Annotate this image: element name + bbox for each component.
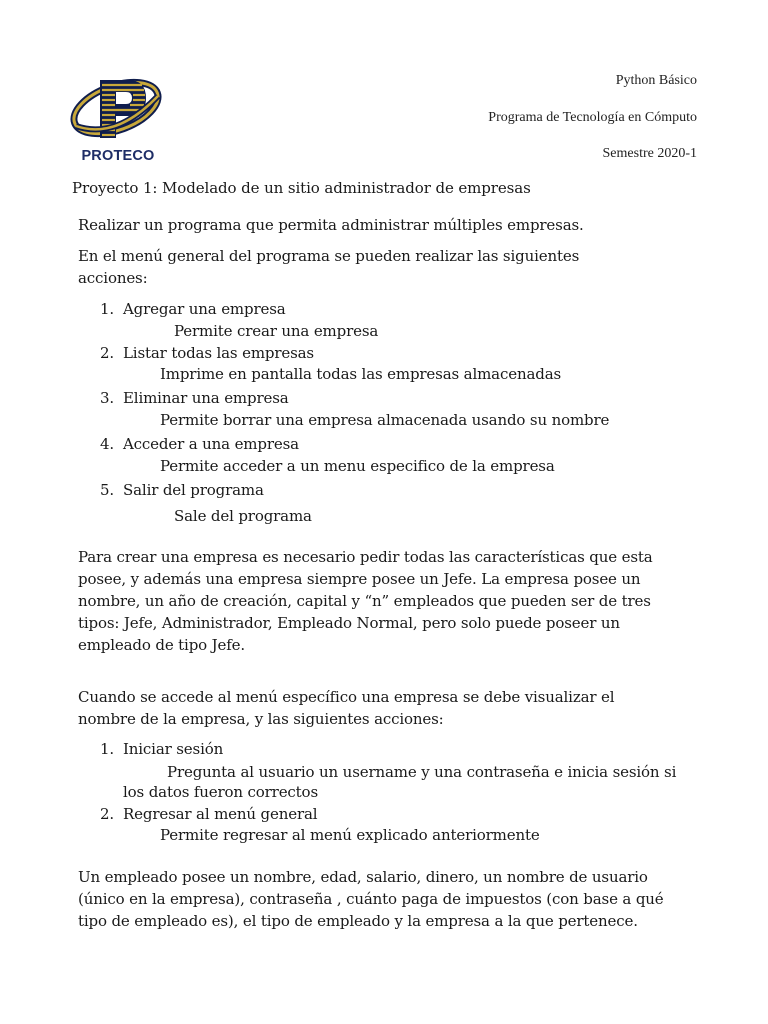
list-item [100,342,314,364]
list-item-description-continued: los datos fueron correctos [123,783,318,801]
proteco-logo [66,70,166,168]
list-item-label: Salir del programa [123,481,264,499]
company-paragraph-line: nombre, un año de creación, capital y “n” empleados que pueden ser de tres [78,592,651,610]
list-item-label: Agregar una empresa [123,300,286,318]
list-item-label: Iniciar sesión [123,740,224,758]
list-item-description: Pregunta al usuario un username y una contraseña e inicia sesión si [167,763,677,781]
list-item [100,738,223,760]
list-item-label: Regresar al menú general [123,805,318,823]
list-item-description: Imprime en pantalla todas las empresas almacenadas [160,365,562,383]
list-item [100,803,317,825]
list-item-number: 3. [100,389,115,407]
list-item-number: 4. [100,435,115,453]
company-paragraph-line: Para crear una empresa es necesario pedir todas las características que esta [78,548,653,566]
company-paragraph-line: tipos: Jefe, Administrador, Empleado Normal, pero solo puede poseer un [78,614,620,632]
list-item-description: Permite acceder a un menu especifico de la empresa [160,457,555,475]
header-course: Python Básico [615,73,697,88]
header-semester: Semestre 2020-1 [602,146,697,161]
page-title: Proyecto 1: Modelado de un sitio administrador de empresas [72,179,531,197]
specific-intro-line: nombre de la empresa, y las siguientes acciones: [78,710,444,728]
menu-intro-line-2: acciones: [78,269,148,287]
list-item-description: Permite borrar una empresa almacenada usando su nombre [160,411,610,429]
specific-intro-line: Cuando se accede al menú específico una empresa se debe visualizar el [78,688,615,706]
list-item-number: 1. [100,740,115,758]
list-item-description: Permite regresar al menú explicado anteriormente [160,826,540,844]
list-item [100,479,264,501]
company-paragraph-line: empleado de tipo Jefe. [78,636,245,654]
list-item [100,433,299,455]
list-item-label: Eliminar una empresa [123,389,289,407]
intro-paragraph: Realizar un programa que permita administrar múltiples empresas. [78,216,584,234]
list-item-label: Listar todas las empresas [123,344,314,362]
menu-intro-line-1: En el menú general del programa se pueden realizar las siguientes [78,247,580,265]
list-item-description: Permite crear una empresa [174,322,379,340]
company-paragraph-line: posee, y además una empresa siempre posee un Jefe. La empresa posee un [78,570,641,588]
list-item [100,387,289,409]
list-item-number: 5. [100,481,115,499]
employee-paragraph-line: (único en la empresa), contraseña , cuánto paga de impuestos (con base a qué [78,890,664,908]
list-item-description: Sale del programa [174,507,312,525]
list-item-number: 2. [100,805,115,823]
header-program: Programa de Tecnología en Cómputo [488,110,697,125]
logo-wordmark: PROTECO [81,148,155,164]
list-item-label: Acceder a una empresa [123,435,299,453]
proteco-emblem-icon [66,70,166,150]
list-item-number: 2. [100,344,115,362]
employee-paragraph-line: tipo de empleado es), el tipo de empleado y la empresa a la que pertenece. [78,912,638,930]
list-item [100,298,286,320]
list-item-number: 1. [100,300,115,318]
employee-paragraph-line: Un empleado posee un nombre, edad, salario, dinero, un nombre de usuario [78,868,648,886]
